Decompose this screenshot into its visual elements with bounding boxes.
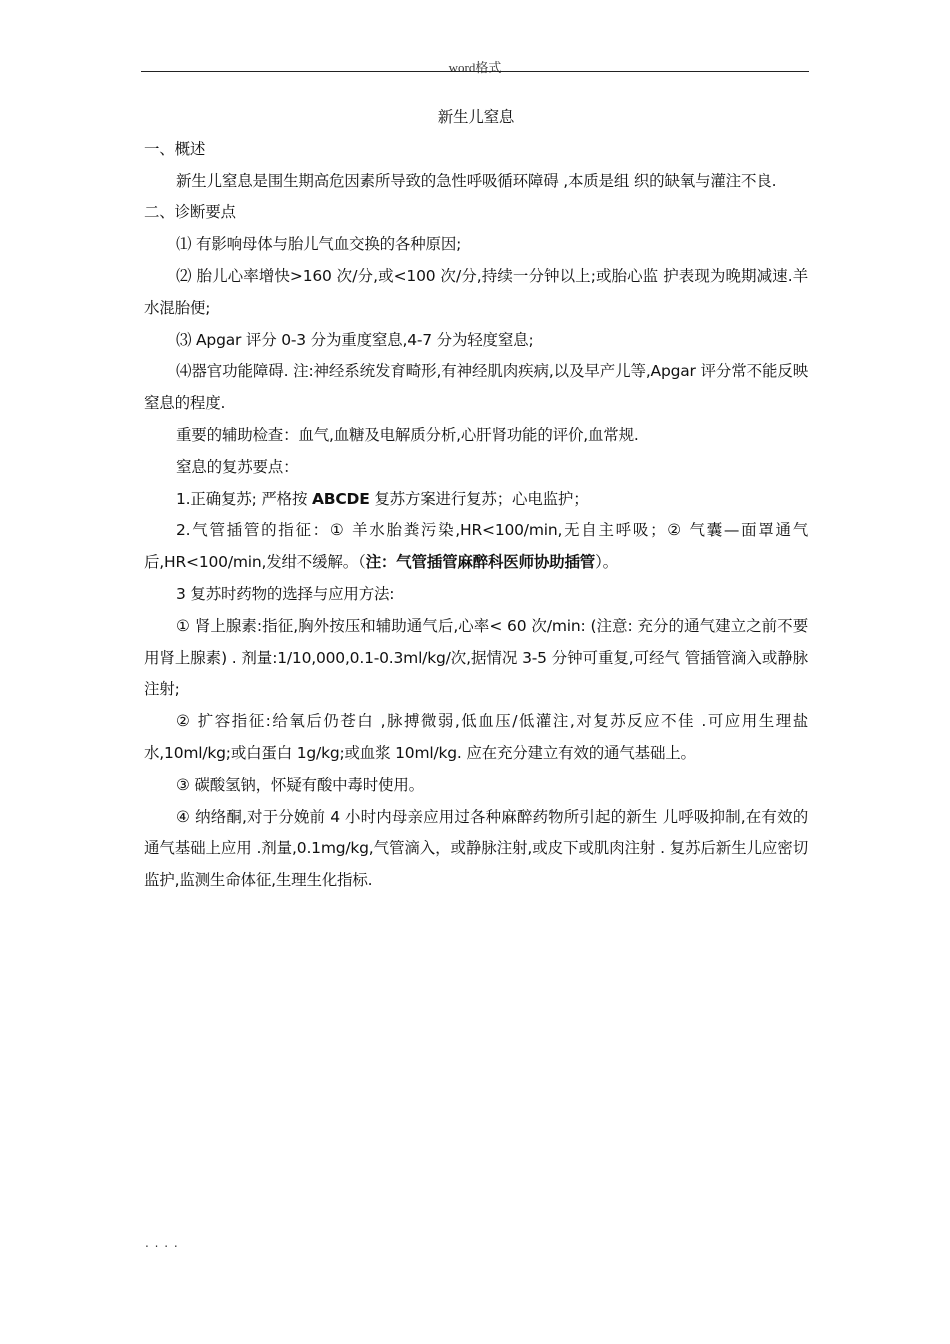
- diagnosis-item-2: ⑵ 胎儿心率增快>160 次/分,或<100 次/分,持续一分钟以上;或胎心监 护表现为晚期减速.羊水混胎便;: [144, 266, 808, 317]
- medication-item-2: ② 扩容指征:给氧后仍苍白 ,脉搏微弱,低血压/低灌注,对复苏反应不佳 .可应用生理盐水,10ml/kg;或白蛋白 1g/kg;或血浆 10ml/kg. 应在充分建立有效的通气基础上。: [144, 712, 808, 762]
- resus-1-bold: ABCDE: [311, 489, 370, 508]
- diagnosis-item-1: ⑴ 有影响母体与胎儿气血交换的各种原因;: [176, 235, 462, 254]
- page-footer: . . . .: [145, 1236, 179, 1250]
- section-heading-overview: 一、概述: [144, 139, 206, 158]
- resus-1-text-post: 复苏方案进行复苏；心电监护；: [369, 489, 589, 508]
- resuscitation-heading: 窒息的复苏要点：: [176, 457, 299, 476]
- header-divider: [141, 71, 809, 72]
- medication-item-1: ① 肾上腺素:指征,胸外按压和辅助通气后,心率< 60 次/min: (注意: 充分的通气建立之前不要用肾上腺素) . 剂量:1/10,000,0.1-0.3ml/kg/次,据情况 3-5 分钟可重复,可经气 管插管滴入或静脉注射;: [144, 616, 808, 699]
- page-header: word格式: [448, 60, 502, 75]
- resus-2-text-pre: 2.气管插管的指征：① 羊水胎粪污染,HR<100/min,无自主呼吸；② 气囊—面罩通气后,HR<100/min,发绀不缓解。（: [144, 521, 808, 572]
- medication-item-3: ③ 碳酸氢钠，怀疑有酸中毒时使用。: [176, 775, 424, 794]
- auxiliary-exams: 重要的辅助检查：血气,血糖及电解质分析,心肝肾功能的评价,血常规.: [176, 425, 639, 444]
- resus-2-text-post: ）。: [595, 553, 618, 572]
- diagnosis-item-3: ⑶ Apgar 评分 0-3 分为重度窒息,4-7 分为轻度窒息;: [176, 330, 534, 349]
- document-title: 新生儿窒息: [437, 108, 515, 126]
- diagnosis-item-4: ⑷器官功能障碍. 注:神经系统发育畸形,有神经肌肉疾病,以及早产儿等,Apgar 评分常不能反映窒息的程度.: [144, 362, 808, 413]
- medication-item-4: ④ 纳络酮,对于分娩前 4 小时内母亲应用过各种麻醉药物所引起的新生 儿呼吸抑制,在有效的通气基础上应用 .剂量,0.1mg/kg,气管滴入，或静脉注射,或皮下或肌肉注射 . 复苏后新生儿应密切监护,监测生命体征,生理生化指标.: [144, 807, 808, 890]
- resuscitation-item-1: [144, 484, 808, 516]
- section-heading-diagnosis: 二、诊断要点: [144, 203, 236, 222]
- resus-1-text-pre: 1.正确复苏; 严格按: [176, 489, 312, 508]
- document-body: [144, 102, 808, 897]
- overview-paragraph: 新生儿窒息是围生期高危因素所导致的急性呼吸循环障碍 ,本质是组 织的缺氧与灌注不良.: [176, 171, 777, 190]
- resus-2-bold-note: 注：气管插管麻醉科医师协助插管: [365, 553, 596, 572]
- resuscitation-item-3: 3 复苏时药物的选择与应用方法:: [176, 584, 395, 603]
- resuscitation-item-2: [144, 515, 808, 579]
